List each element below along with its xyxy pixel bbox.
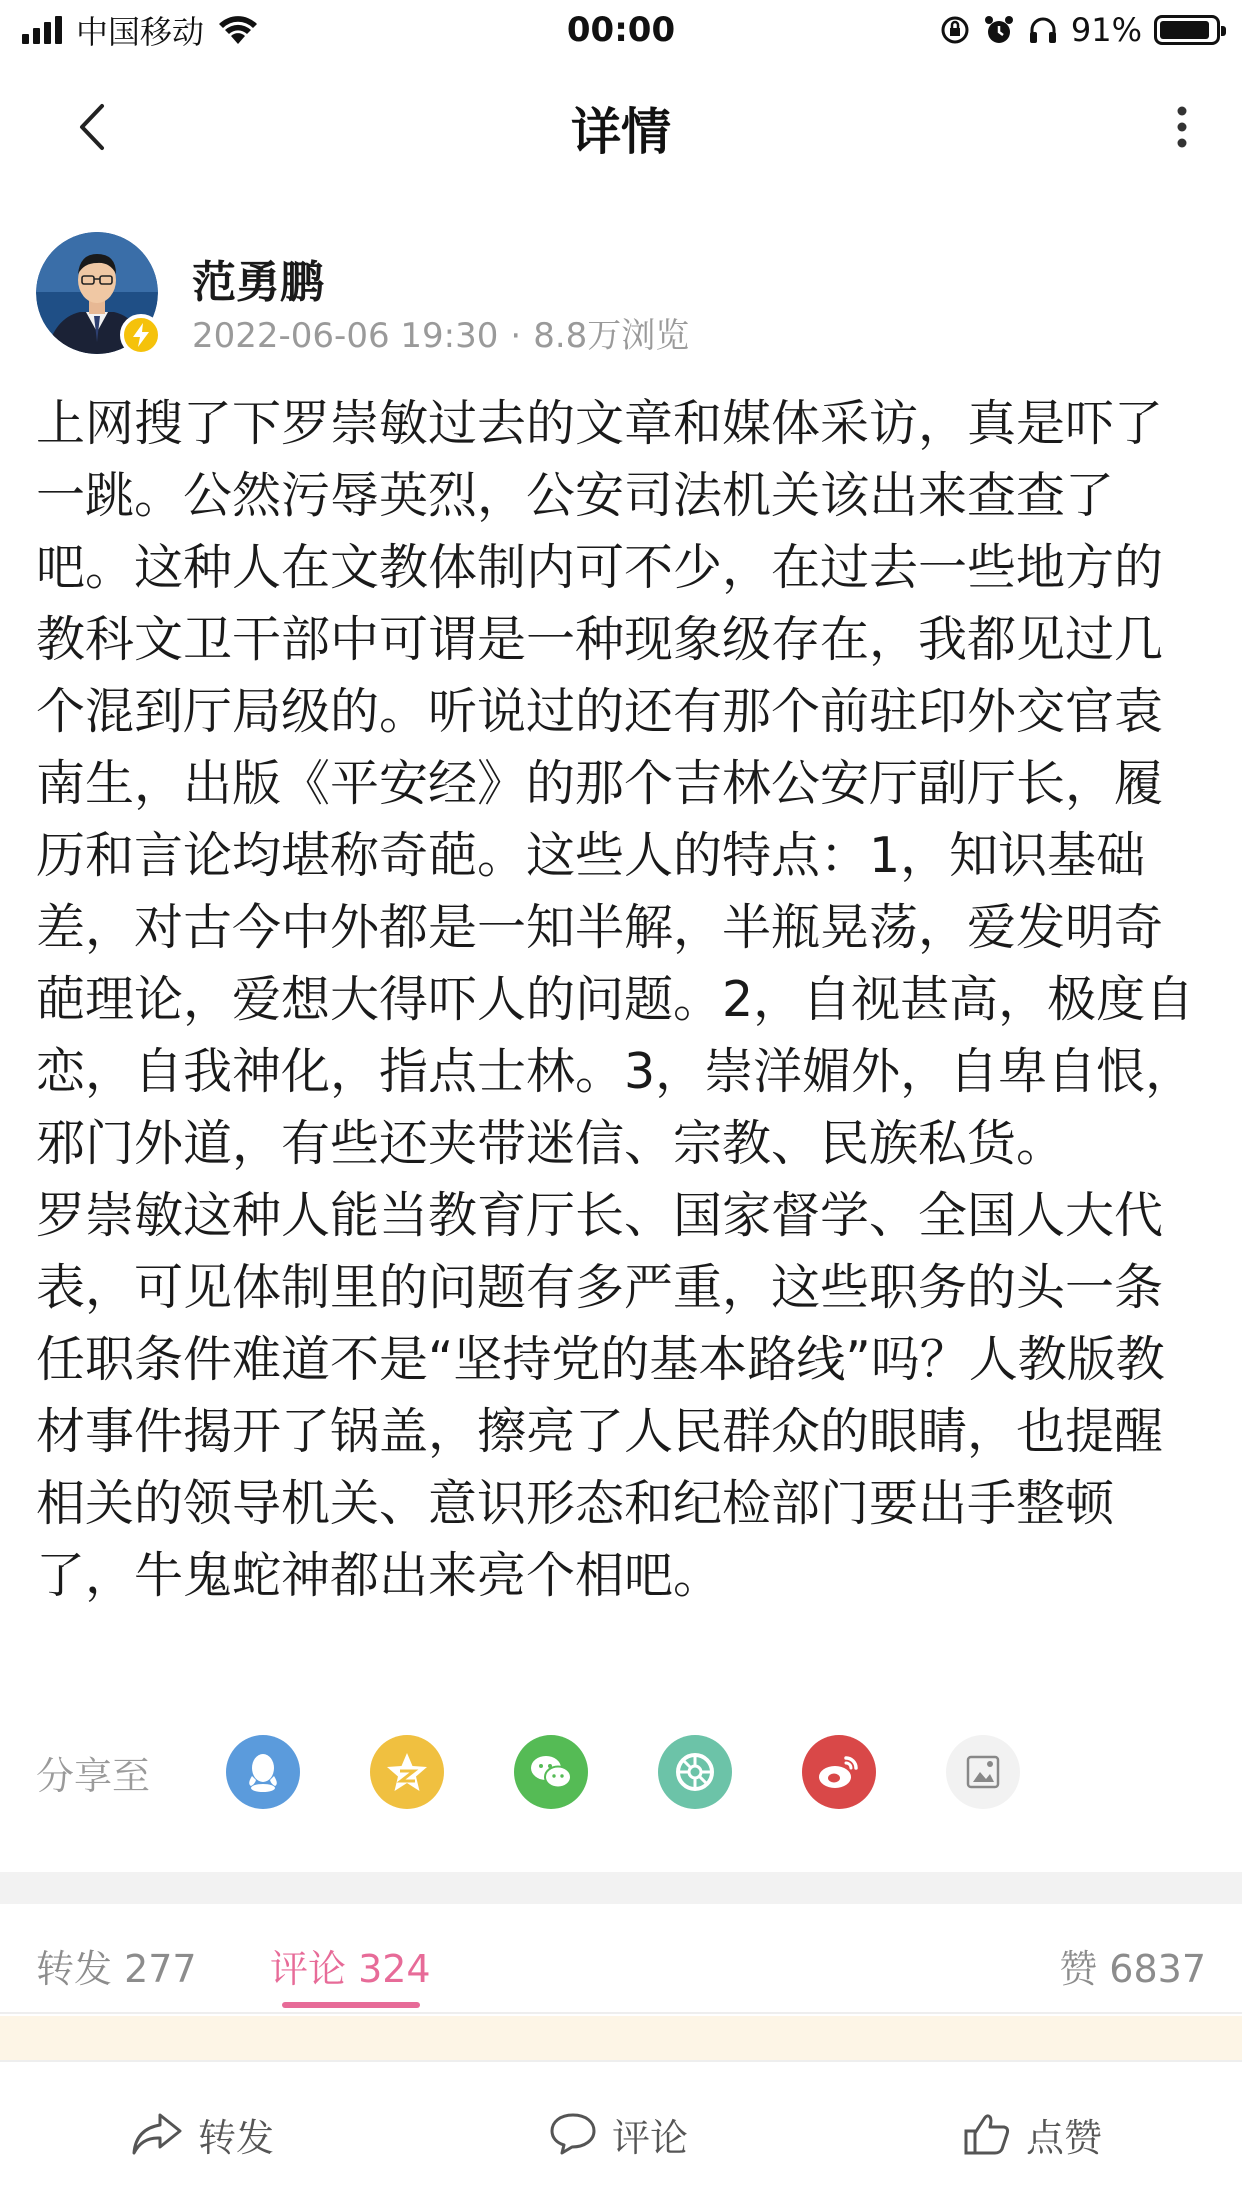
share-qq-button[interactable]	[226, 1735, 300, 1809]
alarm-icon	[983, 14, 1015, 46]
post-datetime: 2022-06-06 19:30	[192, 316, 499, 356]
headphones-icon	[1027, 14, 1059, 46]
share-save-image-button[interactable]	[946, 1735, 1020, 1809]
tab-likes[interactable]: 赞 6837	[1059, 1947, 1206, 1991]
qq-icon	[243, 1750, 283, 1794]
author-name[interactable]: 范勇鹏	[192, 257, 324, 308]
share-arrow-icon	[130, 2111, 184, 2157]
clock-time: 00:00	[566, 10, 676, 50]
qzone-icon	[385, 1751, 429, 1793]
meta-separator: ·	[510, 316, 522, 356]
comment-bubble-icon	[548, 2111, 598, 2157]
repost-label: 转发	[198, 2115, 275, 2160]
tab-reposts[interactable]: 转发 277	[36, 1947, 197, 1991]
nav-bar	[0, 70, 1242, 180]
status-right	[939, 10, 1220, 50]
weibo-icon	[816, 1752, 862, 1792]
tab-comments[interactable]: 评论 324	[270, 1947, 431, 1991]
like-label: 点赞	[1026, 2115, 1103, 2160]
active-tab-indicator	[282, 2002, 420, 2008]
repost-button[interactable]	[130, 2104, 274, 2164]
battery-percent: 91%	[1070, 11, 1142, 49]
bottom-action-bar	[0, 2060, 1242, 2208]
share-wechat-button[interactable]	[514, 1735, 588, 1809]
share-weibo-button[interactable]	[802, 1735, 876, 1809]
battery-icon	[1154, 15, 1220, 45]
share-label: 分享至	[36, 1753, 151, 1798]
more-vertical-icon	[1176, 105, 1188, 149]
comment-button[interactable]	[548, 2104, 688, 2164]
moments-icon	[673, 1750, 717, 1794]
rotation-lock-icon	[939, 14, 971, 46]
thumbs-up-icon	[962, 2111, 1012, 2157]
page-title: 详情	[571, 103, 671, 161]
like-button[interactable]	[962, 2104, 1102, 2164]
section-divider	[0, 1872, 1242, 1904]
share-qzone-button[interactable]	[370, 1735, 444, 1809]
wechat-icon	[528, 1752, 574, 1792]
status-bar	[0, 0, 1242, 62]
share-row	[36, 1732, 1206, 1812]
interaction-tabs	[0, 1904, 1242, 2014]
save-image-icon	[963, 1752, 1003, 1792]
share-moments-button[interactable]	[658, 1735, 732, 1809]
comment-label: 评论	[612, 2115, 689, 2160]
carrier-name: 中国移动	[76, 13, 205, 51]
post-text: 上网搜了下罗崇敏过去的文章和媒体采访，真是吓了一跳。公然污辱英烈，公安司法机关该出来查查了吧。这种人在文教体制内可不少，在过去一些地方的教科文卫干部中可谓是一种现象级存在，我都见过几个混到厅局级的。听说过的还有那个前驻印外交官袁南生，出版《平安经》的那个吉林公安厅副厅长，履历和言论均堪称奇葩。这些人的特点：1，知识基础差，对古今中外都是一知半解，半瓶晃荡，爱发明奇葩理论，爱想大得吓人的问题。2，自视甚高，极度自恋，自我神化，指点士林。3，崇洋媚外，自卑自恨，邪门外道，有些还夹带迷信、宗教、民族私货。 罗崇敏这种人能当教育厅长、国家督学、全国人大代表，可见体制里的问题有多严重，这些职务的头一条任职条件难道不是“坚持党的基本路线”吗？人教版教材事件揭开了锅盖，擦亮了人民群众的眼睛，也提醒相关的领导机关、意识形态和纪检部门要出手整顿了，牛鬼蛇神都出来亮个相吧。	[36, 395, 1195, 1604]
verified-icon	[120, 314, 162, 356]
author-header	[36, 232, 1206, 362]
avatar[interactable]	[36, 232, 158, 354]
post-meta	[192, 308, 689, 357]
battery-level	[1160, 21, 1209, 39]
view-count: 8.8万浏览	[533, 316, 690, 356]
comment-notice-area	[0, 2016, 1242, 2060]
more-button[interactable]	[1152, 92, 1212, 162]
